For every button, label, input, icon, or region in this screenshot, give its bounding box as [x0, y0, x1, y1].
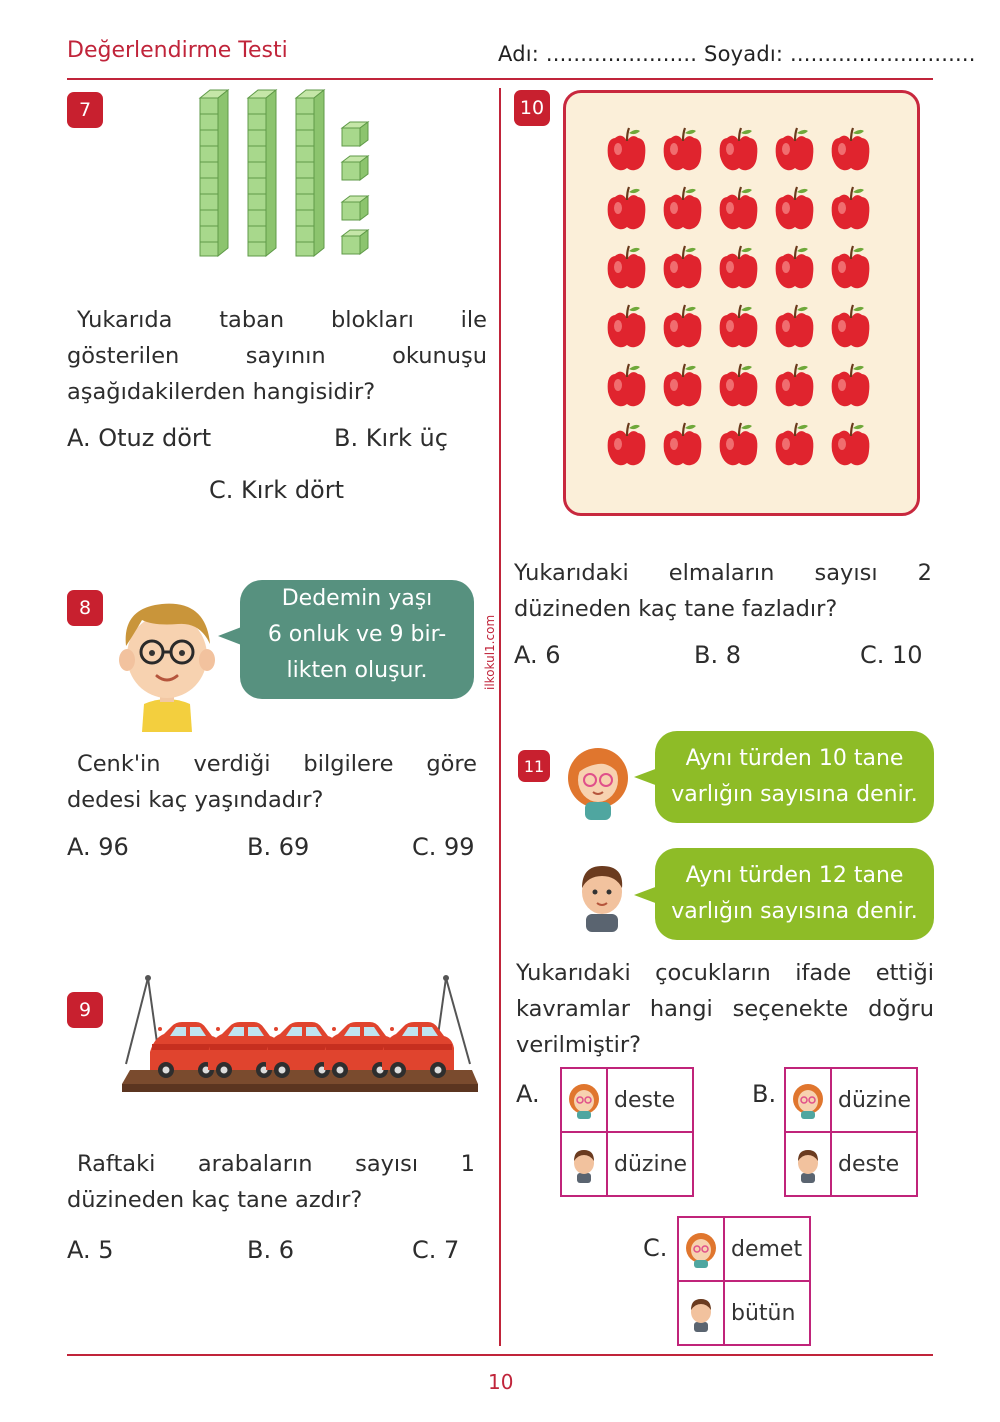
bubble-tail — [634, 766, 658, 788]
unit-cube — [342, 156, 368, 180]
bubble-line: varlığın sayısına denir. — [671, 899, 918, 924]
question-9-badge: 9 — [67, 992, 103, 1028]
boy-icon — [561, 1132, 607, 1196]
boy-icon — [785, 1132, 831, 1196]
q11-option-c-table[interactable] — [677, 1216, 811, 1346]
question-8-text: Cenk'in verdiği bilgilere göre dedesi kaç yaşındadır? — [67, 751, 477, 813]
shelf-with-cars — [120, 972, 482, 1096]
bubble-tail — [218, 624, 244, 648]
q11-option-b-label[interactable]: B. — [752, 1080, 777, 1108]
ten-rod — [200, 90, 228, 256]
girl-icon — [785, 1068, 831, 1132]
unit-cube — [342, 122, 368, 146]
q10-option-c[interactable]: C. 10 — [860, 641, 923, 669]
q11-b-girl-answer: düzine — [831, 1068, 917, 1132]
girl-icon — [561, 1068, 607, 1132]
q11-a-girl-answer: deste — [607, 1068, 693, 1132]
footer-rule — [67, 1354, 933, 1356]
grandfather-age-bubble — [240, 580, 474, 699]
girl-icon — [678, 1217, 724, 1281]
boy-speech-bubble — [655, 848, 934, 940]
unit-cube — [342, 230, 368, 254]
q11-option-b-table[interactable] — [784, 1067, 918, 1197]
bubble-line: likten oluşur. — [286, 658, 428, 683]
question-8-badge: 8 — [67, 590, 103, 626]
girl-speech-bubble — [655, 731, 934, 823]
q7-option-c[interactable]: C. Kırk dört — [209, 476, 345, 504]
boy-icon — [572, 858, 632, 932]
boy-with-glasses-icon — [114, 594, 220, 732]
q11-option-a-table[interactable] — [560, 1067, 694, 1197]
page-number: 10 — [488, 1370, 514, 1394]
q11-option-c-label[interactable]: C. — [643, 1234, 668, 1262]
q7-option-a[interactable]: A. Otuz dört — [67, 424, 212, 452]
q9-option-c[interactable]: C. 7 — [412, 1236, 460, 1264]
question-7-text: Yukarıda taban blokları ile gösterilen sayının okunuşu aşağıdakilerden hangisidir? — [67, 307, 487, 405]
bubble-line: Aynı türden 12 tane — [685, 863, 904, 888]
question-7-badge: 7 — [67, 92, 103, 128]
q8-option-b[interactable]: B. 69 — [247, 833, 310, 861]
apple-grid — [598, 124, 888, 476]
girl-with-glasses-icon — [563, 742, 633, 820]
question-9-text: Raftaki arabaların sayısı 1 düzineden kaç tane azdır? — [67, 1151, 475, 1213]
bubble-tail — [634, 884, 658, 906]
q11-b-boy-answer: deste — [831, 1132, 917, 1196]
q9-option-b[interactable]: B. 6 — [247, 1236, 294, 1264]
ten-rod — [248, 90, 276, 256]
q11-a-boy-answer: düzine — [607, 1132, 693, 1196]
q9-option-a[interactable]: A. 5 — [67, 1236, 114, 1264]
q7-option-b[interactable]: B. Kırk üç — [334, 424, 448, 452]
watermark: ilkokul1.com — [483, 614, 497, 690]
bubble-line: 6 onluk ve 9 bir- — [267, 622, 447, 647]
header-rule — [67, 78, 933, 80]
question-11-text: Yukarıdaki çocukların ifade ettiği kavramlar hangi seçenekte doğru verilmiştir? — [516, 960, 934, 1058]
unit-cube — [342, 196, 368, 220]
name-surname-line: Adı: ...................... Soyadı: ........................... — [498, 42, 976, 66]
boy-icon — [678, 1281, 724, 1345]
q11-c-girl-answer: demet — [724, 1217, 810, 1281]
question-11-badge: 11 — [518, 750, 550, 782]
q8-option-a[interactable]: A. 96 — [67, 833, 129, 861]
base-ten-blocks — [190, 88, 380, 260]
q11-c-boy-answer: bütün — [724, 1281, 810, 1345]
bubble-line: Aynı türden 10 tane — [685, 746, 904, 771]
bubble-line: Dedemin yaşı — [281, 586, 433, 611]
apple-icon — [608, 128, 646, 170]
test-title: Değerlendirme Testi — [67, 38, 288, 63]
q10-option-a[interactable]: A. 6 — [514, 641, 561, 669]
q11-option-a-label[interactable]: A. — [516, 1080, 540, 1108]
bubble-line: varlığın sayısına denir. — [671, 782, 918, 807]
car-icon — [382, 1022, 454, 1078]
ten-rod — [296, 90, 324, 256]
question-10-text: Yukarıdaki elmaların sayısı 2 düzineden kaç tane fazladır? — [514, 560, 932, 622]
q8-option-c[interactable]: C. 99 — [412, 833, 475, 861]
question-10-badge: 10 — [514, 90, 550, 126]
column-divider — [499, 88, 501, 1346]
q10-option-b[interactable]: B. 8 — [694, 641, 741, 669]
